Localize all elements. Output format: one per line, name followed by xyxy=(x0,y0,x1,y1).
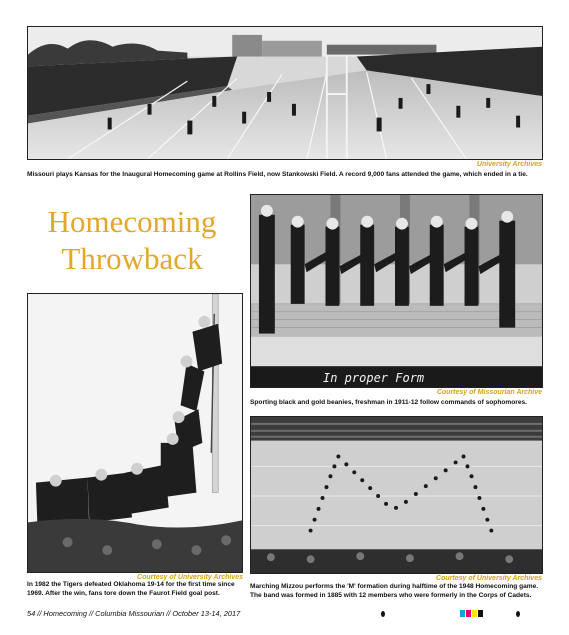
beanies-photo-caption: Sporting black and gold beanies, freshman in 1911-12 follow commands of sophomores. xyxy=(250,399,527,406)
top-photo-credit: University Archives xyxy=(476,161,542,168)
band-photo-caption: Marching Mizzou performs the 'M' formation during halftime of the 1948 Homecoming game. The band was formed in 1885 with 12 members who were formerly in the Corps of Cadets. xyxy=(250,583,539,599)
color-chip-cyan xyxy=(460,610,465,617)
goal-post-photo xyxy=(27,293,243,573)
beanies-photo-credit: Courtesy of Missourian Archive xyxy=(436,389,542,396)
freshman-beanies-photo xyxy=(250,194,543,388)
color-chip-black xyxy=(478,610,483,617)
top-photo-caption: Missouri plays Kansas for the Inaugural Homecoming game at Rollins Field, now Stankowski Field. A record 9,000 fans attended the game, which ended in a tie. xyxy=(27,171,528,178)
goal-post-photo-caption: In 1982 the Tigers defeated Oklahoma 19-14 for the first time since 1969. After the win, fans tore down the Faurot Field goal post. xyxy=(27,581,235,597)
headline-line-1: Homecoming xyxy=(47,204,217,239)
goal-post-photo-credit: Courtesy of University Archives xyxy=(137,574,243,581)
headline-line-2: Throwback xyxy=(61,241,203,276)
marching-mizzou-photo xyxy=(250,416,543,574)
rollins-field-photo xyxy=(27,26,543,160)
page-footer: 54 // Homecoming // Columbia Missourian // October 13-14, 2017 xyxy=(27,609,241,618)
page-headline xyxy=(24,203,240,277)
color-chip-magenta xyxy=(466,610,471,617)
registration-dot xyxy=(381,611,385,617)
registration-dot xyxy=(516,611,520,617)
color-chip-yellow xyxy=(472,610,477,617)
band-photo-credit: Courtesy of University Archives xyxy=(436,575,542,582)
in-proper-form-text: In proper Form xyxy=(323,371,425,385)
printer-registration-marks xyxy=(300,609,550,619)
